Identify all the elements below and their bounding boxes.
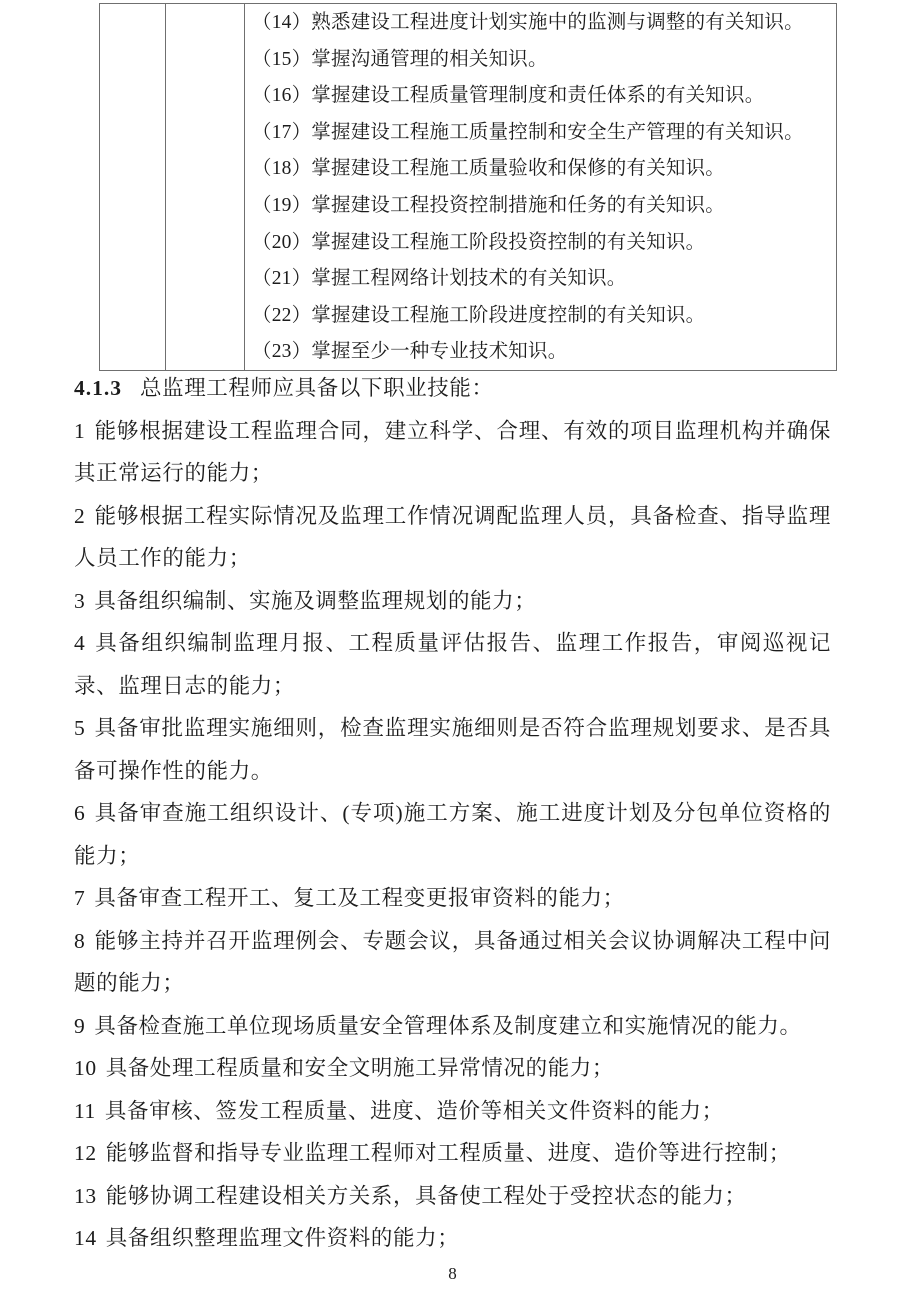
skill-item <box>74 707 831 792</box>
knowledge-item: （19）掌握建设工程投资控制措施和任务的有关知识。 <box>252 194 726 216</box>
skill-item-number: 14 <box>74 1226 97 1250</box>
table-empty-cell-1 <box>100 4 166 370</box>
skill-item <box>74 622 831 707</box>
knowledge-item: （16）掌握建设工程质量管理制度和责任体系的有关知识。 <box>252 85 765 107</box>
knowledge-item: （21）掌握工程网络计划技术的有关知识。 <box>252 268 627 290</box>
table-empty-cell-2 <box>166 4 246 370</box>
knowledge-requirements-table <box>99 3 837 371</box>
skill-item <box>74 1090 831 1133</box>
skill-item-number: 5 <box>74 716 86 740</box>
skill-item-number: 11 <box>74 1098 96 1123</box>
skill-item-text: 具备处理工程质量和安全文明施工异常情况的能力； <box>105 1056 615 1080</box>
skill-item-text: 具备审查施工组织设计、(专项)施工方案、施工进度计划及分包单位资格的能力； <box>74 801 831 868</box>
skill-item-number: 10 <box>74 1056 97 1080</box>
skill-item-number: 3 <box>74 588 86 613</box>
skill-item <box>74 877 831 920</box>
skill-item <box>74 1175 831 1218</box>
skill-item-text: 能够协调工程建设相关方关系，具备使工程处于受控状态的能力； <box>105 1183 747 1208</box>
skill-item <box>74 1132 831 1175</box>
knowledge-item: （23）掌握至少一种专业技术知识。 <box>252 341 568 363</box>
knowledge-item: （15）掌握沟通管理的相关知识。 <box>252 48 548 70</box>
page-number: 8 <box>448 1263 457 1283</box>
skill-item <box>74 792 831 877</box>
skill-item-number: 12 <box>74 1141 97 1165</box>
skill-item <box>74 410 831 495</box>
skill-item <box>74 920 831 1005</box>
skill-item-text: 具备审核、签发工程质量、进度、造价等相关文件资料的能力； <box>104 1098 724 1123</box>
skill-item <box>74 495 831 580</box>
section-number: 4.1.3 <box>74 376 122 400</box>
knowledge-list-cell <box>245 4 836 370</box>
section-heading <box>74 367 831 410</box>
skill-item-number: 4 <box>74 631 86 655</box>
section-4-1-3-block <box>74 367 831 1288</box>
skill-item-number: 9 <box>74 1013 86 1038</box>
skill-item-number: 1 <box>74 418 86 443</box>
skill-item-number: 6 <box>74 801 86 825</box>
skill-item-text: 具备审查工程开工、复工及工程变更报审资料的能力； <box>94 886 625 910</box>
knowledge-item: （22）掌握建设工程施工阶段进度控制的有关知识。 <box>252 304 706 326</box>
skill-item-number: 2 <box>74 503 86 528</box>
skill-item <box>74 1005 831 1048</box>
skill-items-list <box>74 410 831 1260</box>
skill-item-number: 7 <box>74 886 86 910</box>
skill-item <box>74 1217 831 1260</box>
skill-item-text: 具备检查施工单位现场质量安全管理体系及制度建立和实施情况的能力。 <box>94 1013 802 1038</box>
skill-item-text: 具备组织编制、实施及调整监理规划的能力； <box>94 588 537 613</box>
knowledge-item: （18）掌握建设工程施工质量验收和保修的有关知识。 <box>252 158 726 180</box>
skill-item-text: 具备组织编制监理月报、工程质量评估报告、监理工作报告，审阅巡视记录、监理日志的能力； <box>74 631 831 698</box>
knowledge-item: （17）掌握建设工程施工质量控制和安全生产管理的有关知识。 <box>252 121 804 143</box>
skill-item-text: 能够根据工程实际情况及监理工作情况调配监理人员，具备检查、指导监理人员工作的能力； <box>74 503 831 570</box>
skill-item <box>74 580 831 623</box>
skill-item-number: 8 <box>74 928 86 953</box>
skill-item-text: 具备组织整理监理文件资料的能力； <box>105 1226 460 1250</box>
skill-item <box>74 1047 831 1090</box>
skill-item-text: 能够根据建设工程监理合同，建立科学、合理、有效的项目监理机构并确保其正常运行的能力； <box>74 418 831 485</box>
section-title: 总监理工程师应具备以下职业技能： <box>140 376 494 400</box>
knowledge-item: （20）掌握建设工程施工阶段投资控制的有关知识。 <box>252 231 706 253</box>
knowledge-item: （14）熟悉建设工程进度计划实施中的监测与调整的有关知识。 <box>252 12 804 33</box>
skill-item-text: 具备审批监理实施细则，检查监理实施细则是否符合监理规划要求、是否具备可操作性的能力。 <box>74 716 831 783</box>
skill-item-text: 能够主持并召开监理例会、专题会议，具备通过相关会议协调解决工程中问题的能力； <box>74 928 831 995</box>
skill-item-text: 能够监督和指导专业监理工程师对工程质量、进度、造价等进行控制； <box>105 1141 791 1165</box>
skill-item-number: 13 <box>74 1183 97 1208</box>
